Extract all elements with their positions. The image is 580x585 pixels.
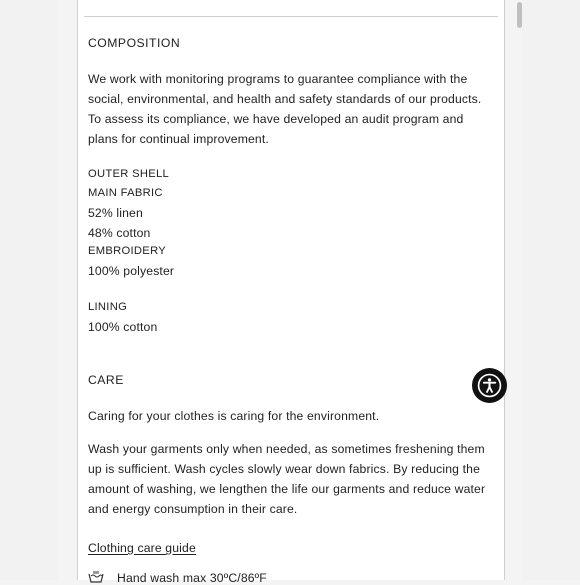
- lining-percentage: 100% cotton: [88, 320, 158, 334]
- accessibility-button[interactable]: [472, 368, 507, 403]
- embroidery-label: EMBROIDERY: [88, 245, 167, 257]
- composition-heading: COMPOSITION: [88, 36, 181, 50]
- hand-wash-icon: [88, 571, 104, 583]
- clothing-care-guide-link[interactable]: Clothing care guide: [88, 541, 196, 555]
- care-instruction-text: Hand wash max 30ºC/86ºF: [117, 571, 267, 585]
- fabric-percentage: 48% cotton: [88, 226, 151, 240]
- composition-intro-line: plans for continual improvement.: [88, 132, 269, 146]
- fabric-percentage: 52% linen: [88, 206, 143, 220]
- composition-intro-line: We work with monitoring programs to guarantee compliance with the: [88, 72, 468, 86]
- composition-intro-line: social, environmental, and health and safety standards of our products.: [88, 92, 482, 106]
- embroidery-percentage: 100% polyester: [88, 264, 175, 278]
- left-background: [0, 0, 58, 580]
- care-paragraph-line: and energy consumption in their care.: [88, 502, 298, 516]
- accessibility-icon: [477, 373, 502, 398]
- scrollbar-thumb[interactable]: [517, 2, 522, 28]
- composition-intro-line: To assess its compliance, we have developed an audit program and: [88, 112, 464, 126]
- care-paragraph-line: amount of washing, we lengthen the life our garments and reduce water: [88, 482, 486, 496]
- lining-label: LINING: [88, 301, 128, 313]
- care-heading: CARE: [88, 373, 124, 387]
- care-tagline: Caring for your clothes is caring for the environment.: [88, 409, 380, 423]
- right-background: [522, 0, 580, 580]
- divider: [84, 16, 498, 17]
- care-paragraph-line: Wash your garments only when needed, as sometimes freshening them: [88, 442, 485, 456]
- main-fabric-label: MAIN FABRIC: [88, 187, 163, 199]
- outer-shell-label: OUTER SHELL: [88, 168, 170, 180]
- care-paragraph-line: up is sufficient. Wash cycles slowly wear down fabrics. By reducing the: [88, 462, 481, 476]
